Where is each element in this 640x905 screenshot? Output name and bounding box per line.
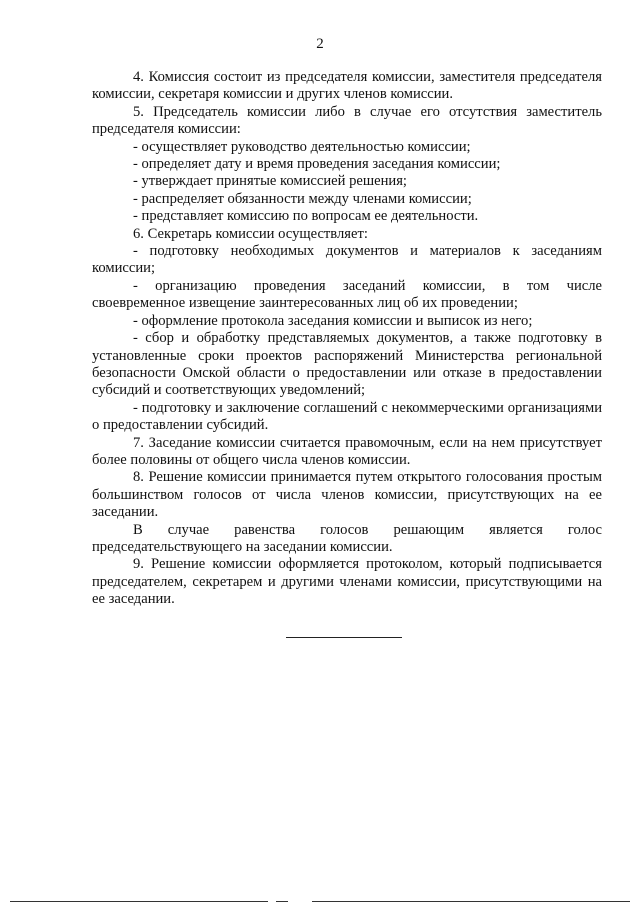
list-item: - распределяет обязанности между членами комиссии;: [133, 190, 472, 207]
paragraph-item-5: 5. Председатель комиссии либо в случае его отсутствия заместитель председателя комиссии:: [92, 103, 602, 138]
list-item: - подготовку и заключение соглашений с некоммерческими организациями о предоставлении субсидий.: [92, 399, 602, 434]
list-item: - определяет дату и время проведения заседания комиссии;: [133, 156, 501, 173]
paragraph-item-8: 8. Решение комиссии принимается путем открытого голосования простым большинством голосов от числа членов комиссии, присутствующих на ее заседании.: [92, 469, 602, 521]
list-item: - осуществляет руководство деятельностью комиссии;: [133, 138, 471, 155]
footer-rule: [10, 901, 268, 902]
paragraph-item-6: 6. Секретарь комиссии осуществляет:: [133, 225, 368, 242]
paragraph-item-4: 4. Комиссия состоит из председателя комиссии, заместителя председателя комиссии, секретаря комиссии и других членов комиссии.: [92, 69, 602, 103]
end-separator-line: [286, 637, 402, 638]
list-item: - организацию проведения заседаний комиссии, в том числе своевременное извещение заинтересованных лиц об их проведении;: [92, 277, 602, 312]
list-item: - утверждает принятые комиссией решения;: [133, 173, 407, 190]
page-number: 2: [316, 36, 324, 52]
document-body: [92, 69, 602, 609]
list-item: - представляет комиссию по вопросам ее деятельности.: [133, 208, 479, 225]
paragraph-tie-vote: В случае равенства голосов решающим является голос председательствующего на заседании комиссии.: [92, 521, 602, 555]
list-item: - сбор и обработку представляемых документов, а также подготовку в установленные сроки проектов распоряжений Министерства региональной безопасности Омской области о предоставлении или отказе в предоставлении субсидий и соответствующих уведомлений;: [92, 330, 602, 399]
paragraph-item-7: 7. Заседание комиссии считается правомочным, если на нем присутствует более половины от общего числа членов комиссии.: [92, 434, 602, 468]
footer-rule: [312, 901, 630, 902]
paragraph-item-9: 9. Решение комиссии оформляется протоколом, который подписывается председателем, секретарем и другими членами комиссии, присутствующими на ее заседании.: [92, 556, 602, 608]
list-item: - оформление протокола заседания комиссии и выписок из него;: [133, 312, 533, 329]
list-item: - подготовку необходимых документов и материалов к заседаниям комиссии;: [92, 243, 602, 277]
footer-rule: [276, 901, 288, 902]
